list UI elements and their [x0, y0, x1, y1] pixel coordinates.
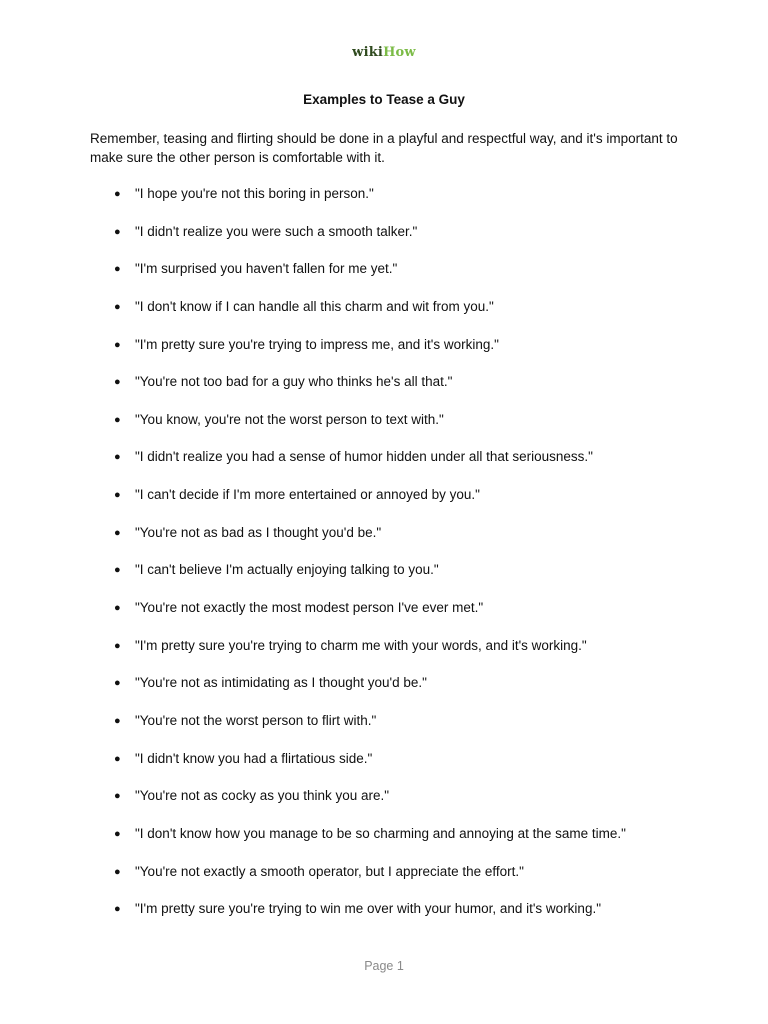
list-item-text: "I don't know if I can handle all this charm and wit from you.": [135, 298, 494, 314]
list-item-text: "I can't believe I'm actually enjoying talking to you.": [135, 562, 439, 578]
list-item-text: "You're not exactly a smooth operator, but I appreciate the effort.": [135, 863, 524, 879]
list-item-text: "I didn't realize you were such a smooth talker.": [135, 223, 418, 239]
list-item-text: "I'm pretty sure you're trying to win me over with your humor, and it's working.": [135, 901, 601, 917]
list-item-text: "You're not the worst person to flirt with.": [135, 712, 377, 728]
list-item-text: "You know, you're not the worst person to text with.": [135, 411, 444, 427]
bullet-icon: ●: [114, 903, 121, 916]
bullet-icon: ●: [114, 413, 121, 426]
examples-list: [0, 184, 768, 937]
list-item-text: "You're not exactly the most modest person I've ever met.": [135, 600, 484, 616]
logo-how-text: How: [383, 45, 416, 60]
bullet-icon: ●: [114, 790, 121, 803]
bullet-icon: ●: [114, 564, 121, 577]
list-item: [0, 523, 768, 561]
list-item: [0, 447, 768, 485]
bullet-icon: ●: [114, 752, 121, 765]
bullet-icon: ●: [114, 225, 121, 238]
list-item: [0, 824, 768, 862]
list-item: [0, 749, 768, 787]
list-item-text: "You're not as cocky as you think you are.": [135, 788, 390, 804]
bullet-icon: ●: [114, 376, 121, 389]
list-item-text: "I'm pretty sure you're trying to impress me, and it's working.": [135, 336, 499, 352]
list-item: [0, 899, 768, 937]
list-item: [0, 372, 768, 410]
wikihow-logo: [0, 45, 768, 60]
list-item-text: "I didn't realize you had a sense of humor hidden under all that seriousness.": [135, 449, 593, 465]
list-item: [0, 636, 768, 674]
bullet-icon: ●: [114, 602, 121, 615]
bullet-icon: ●: [114, 188, 121, 200]
list-item-text: "I'm surprised you haven't fallen for me yet.": [135, 261, 398, 277]
list-item-text: "I didn't know you had a flirtatious side.": [135, 750, 373, 766]
bullet-icon: ●: [114, 677, 121, 690]
list-item-text: "I hope you're not this boring in person.": [135, 186, 374, 201]
bullet-icon: ●: [114, 263, 121, 276]
list-item: [0, 297, 768, 335]
list-item: [0, 335, 768, 373]
list-item: [0, 711, 768, 749]
bullet-icon: ●: [114, 451, 121, 464]
list-item: [0, 560, 768, 598]
list-item: [0, 184, 768, 222]
page-number: Page 1: [364, 959, 404, 973]
list-item: [0, 259, 768, 297]
list-item-text: "You're not as intimidating as I thought you'd be.": [135, 675, 427, 691]
bullet-icon: ●: [114, 827, 121, 840]
intro-paragraph: Remember, teasing and flirting should be done in a playful and respectful way, and it's important to make sure the other person is comfortable with it.: [90, 131, 678, 165]
logo-wiki-text: wiki: [352, 45, 384, 60]
list-item: [0, 786, 768, 824]
list-item-text: "I don't know how you manage to be so charming and annoying at the same time.": [135, 825, 626, 841]
bullet-icon: ●: [114, 865, 121, 878]
bullet-icon: ●: [114, 526, 121, 539]
list-item: [0, 485, 768, 523]
list-item-text: "I can't decide if I'm more entertained or annoyed by you.": [135, 487, 480, 503]
bullet-icon: ●: [114, 639, 121, 652]
list-item-text: "I'm pretty sure you're trying to charm me with your words, and it's working.": [135, 637, 587, 653]
list-item: [0, 222, 768, 260]
list-item-text: "You're not as bad as I thought you'd be.": [135, 524, 382, 540]
bullet-icon: ●: [114, 338, 121, 351]
list-item: [0, 598, 768, 636]
list-item: [0, 673, 768, 711]
bullet-icon: ●: [114, 714, 121, 727]
list-item-text: "You're not too bad for a guy who thinks he's all that.": [135, 374, 453, 390]
list-item: [0, 862, 768, 900]
bullet-icon: ●: [114, 489, 121, 502]
bullet-icon: ●: [114, 300, 121, 313]
list-item: [0, 410, 768, 448]
document-title: Examples to Tease a Guy: [303, 92, 465, 107]
